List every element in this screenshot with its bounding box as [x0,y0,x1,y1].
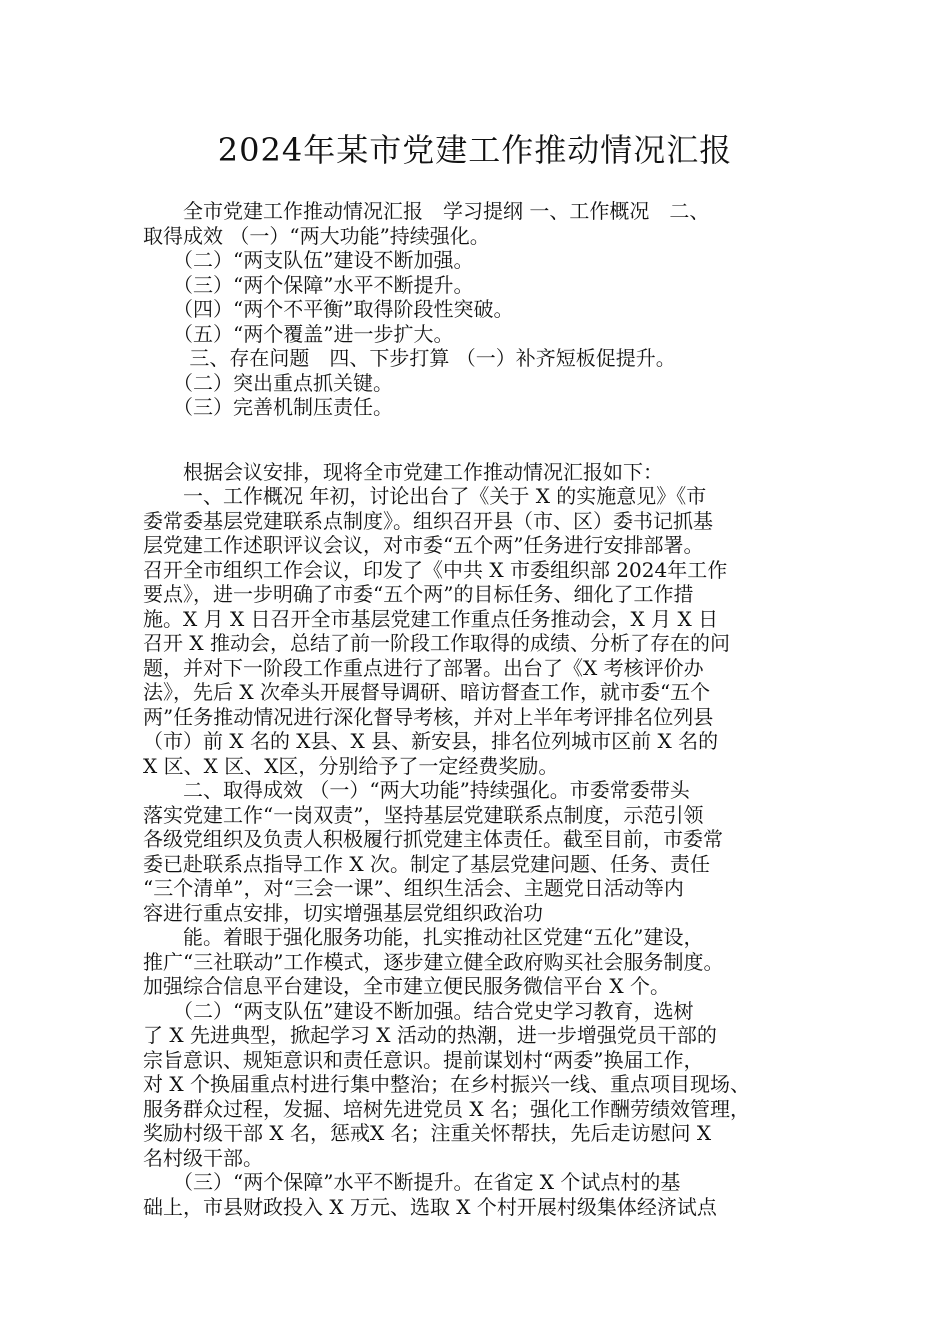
outline-line: （三）完善机制压责任。 [143,395,393,419]
body-line: “三个清单”，对“三会一课”、组织生活会、主题党日活动等内 [143,876,684,900]
body-line: 奖励村级干部 X 名，惩戒X 名；注重关怀帮扶，先后走访慰问 X [143,1121,712,1145]
body-line: 础上，市县财政投入 X 万元、选取 X 个村开展村级集体经济试点 [143,1194,717,1219]
body-line: （二）“两支队伍”建设不断加强。结合党史学习教育，选树 [143,998,694,1023]
document-title: 2024年某市党建工作推动情况汇报 [217,131,733,169]
body-line: 落实党建工作“一岗双责”，坚持基层党建联系点制度，示范引领 [143,802,704,827]
outline-line: （四）“两个不平衡”取得阶段性突破。 [143,297,514,321]
document-body [143,199,823,1219]
body-line: 施。X 月 X 日召开全市基层党建工作重点任务推动会，X 月 X 日 [143,606,719,631]
body-line: 加强综合信息平台建设，全市建立便民服务微信平台 X 个。 [143,974,670,998]
body-line: 委常委基层党建联系点制度》。组织召开县（市、区）委书记抓基 [143,508,713,533]
body-line: （市）前 X 名的 X县、X 县、新安县，排名位列城市区前 X 名的 [143,729,719,753]
body-line: 对 X 个换届重点村进行集中整治；在乡村振兴一线、重点项目现场、 [143,1072,750,1096]
body-line: 召开全市组织工作会议，印发了《中共 X 市委组织部 2024年工作 [143,557,728,582]
body-line: 要点》，进一步明确了市委“五个两”的目标任务、细化了工作措 [143,582,694,606]
body-line: 一、工作概况 年初，讨论出台了《关于 X 的实施意见》《市 [143,484,707,508]
outline-line: 取得成效 （一）“两大功能”持续强化。 [143,223,490,248]
body-line: （三）“两个保障”水平不断提升。在省定 X 个试点村的基 [143,1170,681,1194]
section-spacer [143,420,823,460]
body-line: 题，并对下一阶段工作重点进行了部署。出台了《X 考核评价办 [143,655,704,680]
body-line: 法》，先后 X 次牵头开展督导调研、暗访督查工作，就市委“五个 [143,680,711,704]
body-line: 服务群众过程，发掘、培树先进党员 X 名；强化工作酬劳绩效管理， [143,1096,750,1121]
outline-line: （三）“两个保障”水平不断提升。 [143,272,474,297]
outline-line: （二）突出重点抓关键。 [143,370,393,395]
body-line: 各级党组织及负责人积极履行抓党建主体责任。截至目前，市委常 [143,827,723,851]
body-line: 根据会议安排，现将全市党建工作推动情况汇报如下： [143,459,663,484]
report-body [143,460,823,1220]
body-line: 了 X 先进典型，掀起学习 X 活动的热潮，进一步增强党员干部的 [143,1023,717,1047]
body-line: 宗旨意识、规矩意识和责任意识。提前谋划村“两委”换届工作， [143,1047,704,1072]
body-line: 名村级干部。 [143,1145,263,1170]
outline-line: （五）“两个覆盖”进一步扩大。 [143,321,454,346]
body-line: X 区、X 区、X区，分别给予了一定经费奖励。 [143,753,559,778]
outline-line: （二）“两支队伍”建设不断加强。 [143,248,474,272]
outline-line: 三、存在问题 四、下步打算 （一）补齐短板促提升。 [143,346,676,370]
body-line: 召开 X 推动会，总结了前一阶段工作取得的成绩、分析了存在的问 [143,631,730,655]
outline-section [143,199,823,420]
body-line: 推广“三社联动”工作模式，逐步建立健全政府购买社会服务制度。 [143,949,724,974]
body-line: 能。着眼于强化服务功能，扎实推动社区党建“五化”建设， [143,925,704,949]
body-line: 容进行重点安排，切实增强基层党组织政治功 [143,900,543,925]
outline-line: 全市党建工作推动情况汇报 学习提纲 一、工作概况 二、 [143,199,710,223]
body-line: 层党建工作述职评议会议，对市委“五个两”任务进行安排部署。 [143,533,704,557]
body-line: 委已赴联系点指导工作 X 次。制定了基层党建问题、任务、责任 [143,851,710,876]
body-line: 两”任务推动情况进行深化督导考核，并对上半年考评排名位列县 [143,704,714,729]
body-line: 二、取得成效 （一）“两大功能”持续强化。市委常委带头 [143,778,690,802]
